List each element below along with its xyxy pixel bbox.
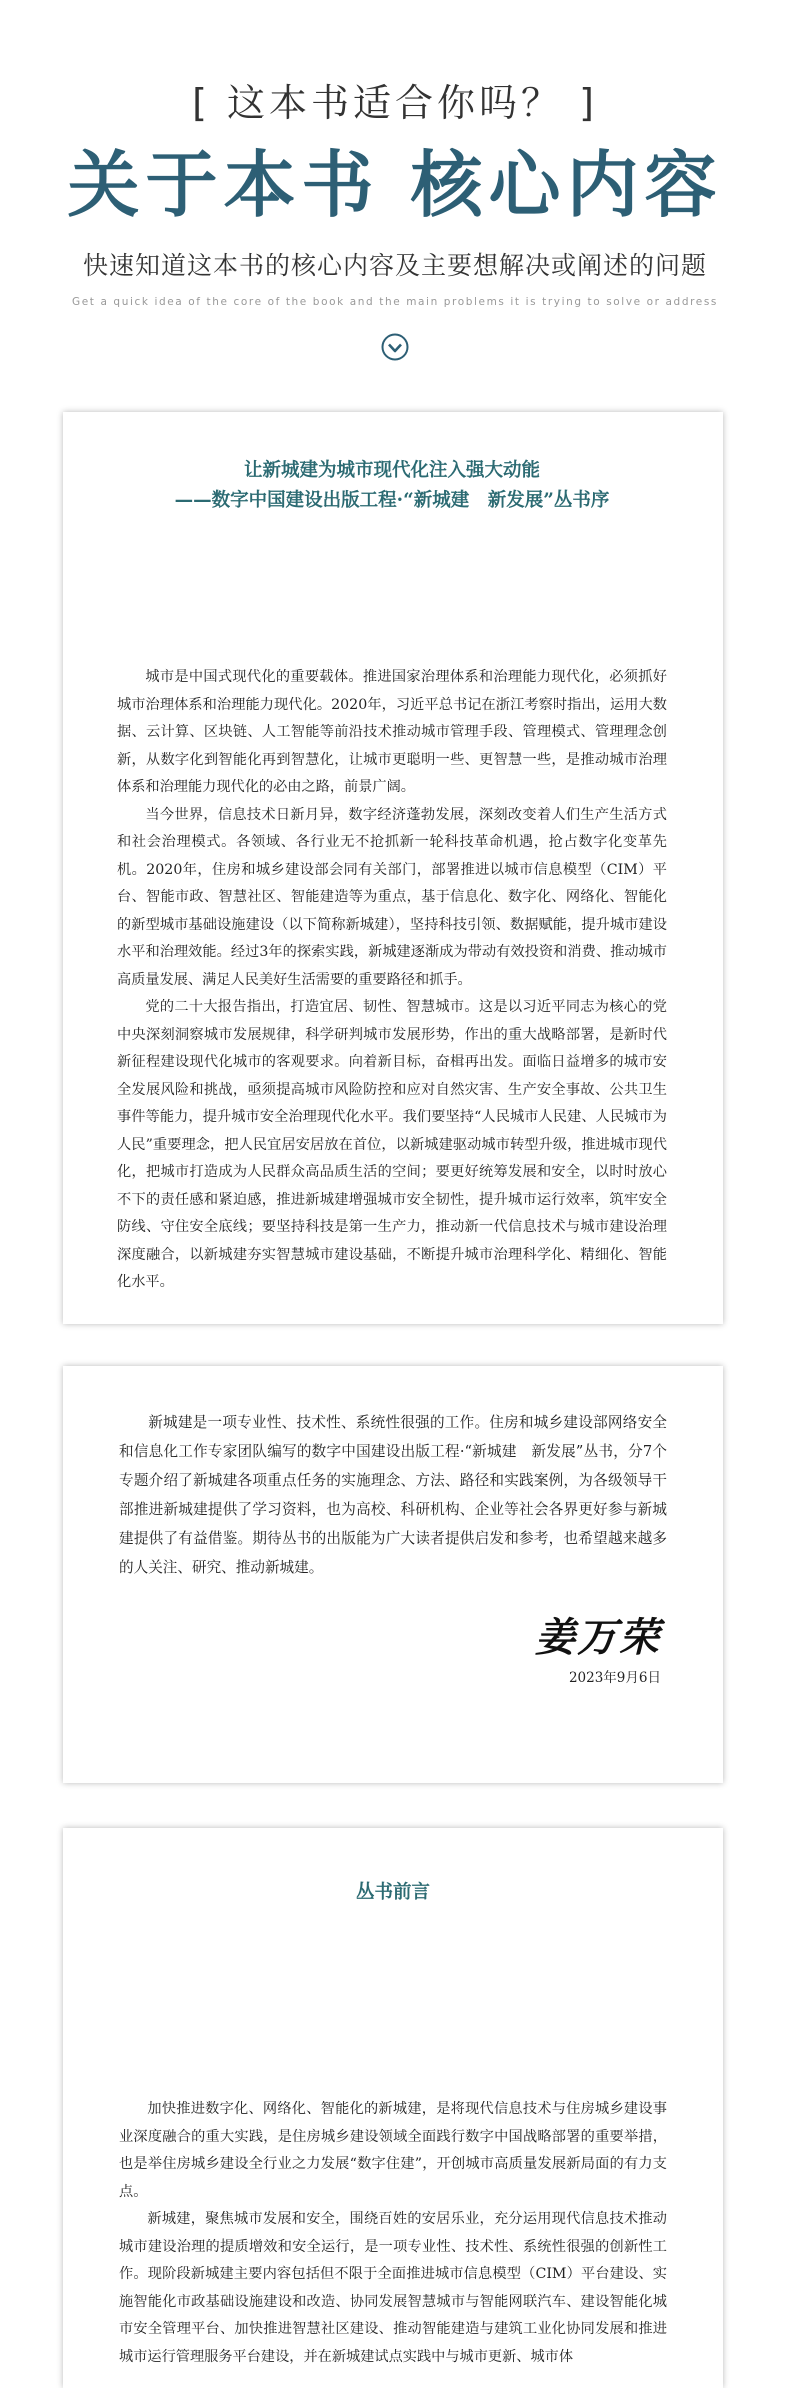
page-subtitle-english: Get a quick idea of the core of the book and the main problems it is trying to solve or address	[72, 296, 718, 309]
question-title: [ 这本书适合你吗？ ]	[192, 81, 598, 125]
preface-paragraph: 新城建，聚焦城市发展和安全，围绕百姓的安居乐业，充分运用现代信息技术推动城市建设治理的提质增效和安全运行，是一项专业性、技术性、系统性很强的创新性工作。现阶段新城建主要内容包括但不限于全面推进城市信息模型（CIM）平台建设、实施智能化市政基础设施建设和改造、协同发展智慧城市与智能网联汽车、建设智能化城市安全管理平台、加快推进智慧社区建设、推动智能建造与建筑工业化协同发展和推进城市运行管理服务平台建设，并在新城建试点实践中与城市更新、城市体	[119, 2211, 667, 2365]
page-subtitle: 快速知道这本书的核心内容及主要想解决或阐述的问题	[82, 251, 707, 281]
foreword-closing-paragraph: 新城建是一项专业性、技术性、系统性很强的工作。住房和城乡建设部网络安全和信息化工作专家团队编写的数字中国建设出版工程·“新城建 新发展”丛书，分7个专题介绍了新城建各项重点任务的实施理念、方法、路径和实践案例，为各级领导干部推进新城建提供了学习资料，也为高校、科研机构、企业等社会各界更好参与新城建提供了有益借鉴。期待丛书的出版能为广大读者提供启发和参考，也希望越来越多的人关注、研究、推动新城建。	[119, 1414, 667, 1576]
foreword-paragraph: 城市是中国式现代化的重要载体。推进国家治理体系和治理能力现代化，必须抓好城市治理体系和治理能力现代化。2020年，习近平总书记在浙江考察时指出，运用大数据、云计算、区块链、人工智能等前沿技术推动城市管理手段、管理模式、管理理念创新，从数字化到智能化再到智慧化，让城市更聪明一些、更智慧一些，是推动城市治理体系和治理能力现代化的必由之路，前景广阔。	[117, 669, 667, 795]
preface-paragraph: 加快推进数字化、网络化、智能化的新城建，是将现代信息技术与住房城乡建设事业深度融合的重大实践，是住房城乡建设领域全面践行数字中国战略部署的重要举措，也是举住房城乡建设全行业之力发展“数字住建”，开创城市高质量发展新局面的有力支点。	[119, 2101, 667, 2200]
foreword-card	[63, 412, 723, 1324]
foreword-title: 让新城建为城市现代化注入强大动能	[243, 460, 540, 481]
author-signature: 姜万荣	[535, 1614, 661, 1661]
foreword-paragraph: 当今世界，信息技术日新月异，数字经济蓬勃发展，深刻改变着人们生产生活方式和社会治理模式。各领域、各行业无不抢抓新一轮科技革命机遇，抢占数字化变革先机。2020年，住房和城乡建设部会同有关部门，部署推进以城市信息模型（CIM）平台、智能市政、智慧社区、智能建造等为重点，基于信息化、数字化、网络化、智能化的新型城市基础设施建设（以下简称新城建），坚持科技引领、数据赋能，提升城市建设水平和治理效能。经过3年的探索实践，新城建逐渐成为带动有效投资和消费、推动城市高质量发展、满足人民美好生活需要的重要路径和抓手。	[117, 806, 667, 988]
header	[0, 0, 790, 362]
page-title: 关于本书 核心内容	[67, 142, 723, 227]
foreword-paragraph: 党的二十大报告指出，打造宜居、韧性、智慧城市。这是以习近平同志为核心的党中央深刻洞察城市发展规律，科学研判城市发展形势，作出的重大战略部署，是新时代新征程建设现代化城市的客观要求。向着新目标，奋楫再出发。面临日益增多的城市安全发展风险和挑战，亟须提高城市风险防控和应对自然灾害、生产安全事故、公共卫生事件等能力，提升城市安全治理现代化水平。我们要坚持“人民城市人民建、人民城市为人民”重要理念，把人民宜居安居放在首位，以新城建驱动城市转型升级，推进城市现代化，把城市打造成为人民群众高品质生活的空间；要更好统筹发展和安全，以时时放心不下的责任感和紧迫感，推进新城建增强城市安全韧性，提升城市运行效率，筑牢安全防线、守住安全底线；要坚持科技是第一生产力，推动新一代信息技术与城市建设治理深度融合，以新城建夯实智慧城市建设基础，不断提升城市治理科学化、精细化、智能化水平。	[117, 999, 667, 1290]
series-preface-card	[63, 1828, 723, 2388]
chevron-down-circle-icon[interactable]	[380, 332, 410, 362]
series-preface-title: 丛书前言	[355, 1882, 430, 1903]
foreword-date: 2023年9月6日	[568, 1670, 661, 1686]
foreword-subtitle: ——数字中国建设出版工程·“新城建 新发展”丛书序	[174, 490, 610, 511]
foreword-continued-card	[63, 1366, 723, 1783]
